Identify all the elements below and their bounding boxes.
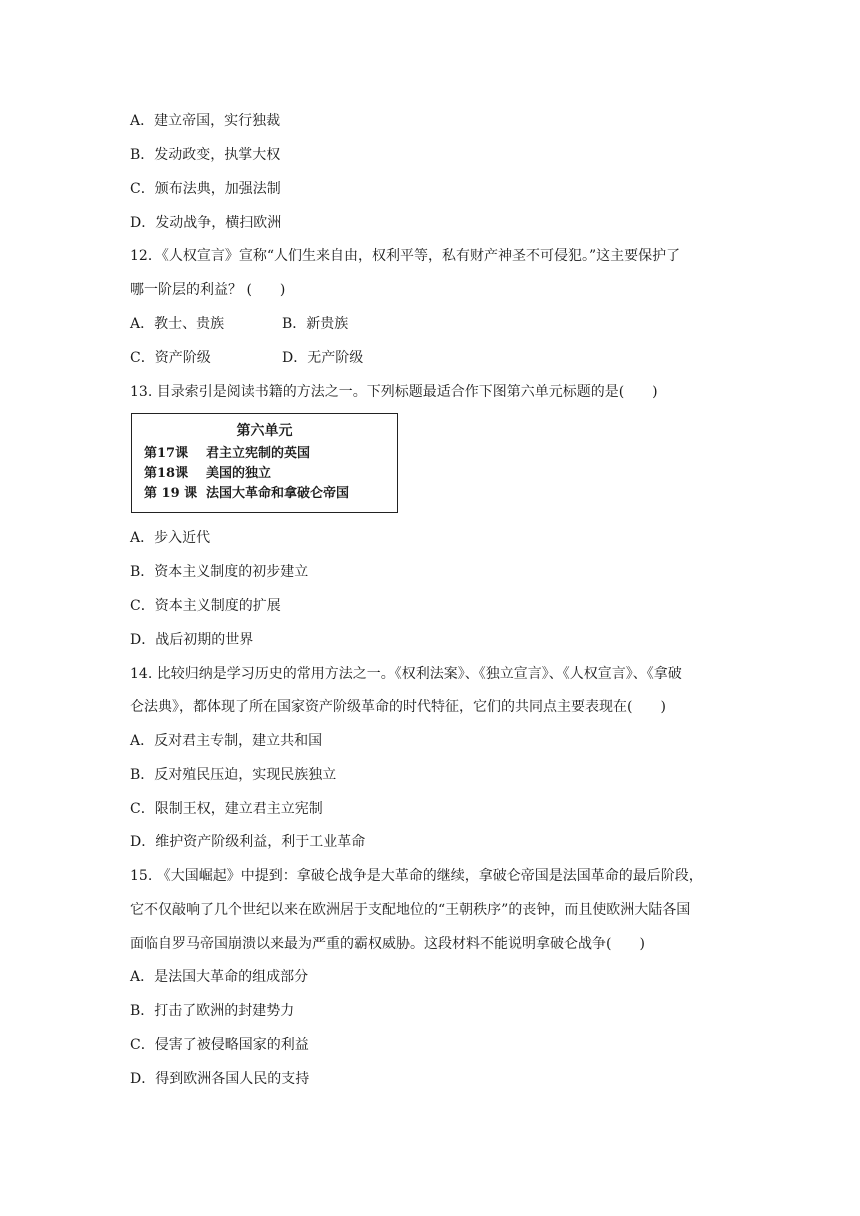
q15-stem-line2: 它不仅敲响了几个世纪以来在欧洲居于支配地位的“王朝秩序”的丧钟，而且使欧洲大陆各国 (130, 902, 691, 918)
q13-option-a: A．步入近代 (130, 530, 211, 546)
table-of-contents-image (131, 413, 398, 513)
q12-option-d: D．无产阶级 (282, 350, 364, 366)
toc-lesson-number: 第 19 课 (144, 486, 198, 501)
q14-option-d: D．维护资产阶级利益，利于工业革命 (130, 834, 366, 850)
toc-row (144, 442, 310, 461)
q15-option-b: B．打击了欧洲的封建势力 (130, 1003, 295, 1019)
q14-stem-line2: 仑法典》，都体现了所在国家资产阶级革命的时代特征，它们的共同点主要表现在( ) (130, 699, 666, 715)
q12-stem-line1: 12．《人权宣言》宣称“人们生来自由，权利平等，私有财产神圣不可侵犯。”这主要保护了 (130, 248, 681, 264)
q11-option-d: D．发动战争，横扫欧洲 (130, 215, 282, 231)
q15-option-d: D．得到欧洲各国人民的支持 (130, 1071, 310, 1087)
q15-stem-line3: 面临自罗马帝国崩溃以来最为严重的霸权威胁。这段材料不能说明拿破仑战争( ) (130, 936, 645, 952)
toc-lesson-title: 君主立宪制的英国 (206, 446, 311, 461)
toc-row (144, 482, 349, 501)
toc-unit-title: 第六单元 (236, 423, 293, 439)
toc-lesson-title: 法国大革命和拿破仑帝国 (206, 486, 350, 501)
q14-stem-line1: 14. 比较归纳是学习历史的常用方法之一。《权利法案》、《独立宣言》、《人权宣言》、《拿破 (130, 666, 682, 682)
q12-option-c: C．资产阶级 (130, 350, 211, 366)
toc-row (144, 462, 271, 481)
q15-option-c: C．侵害了被侵略国家的利益 (130, 1037, 309, 1053)
q14-option-b: B．反对殖民压迫，实现民族独立 (130, 767, 337, 783)
q12-option-b: B．新贵族 (282, 316, 349, 332)
toc-lesson-title: 美国的独立 (206, 466, 272, 481)
q11-option-a: A．建立帝国，实行独裁 (130, 113, 281, 129)
toc-lesson-number: 第17课 (144, 446, 189, 461)
q13-stem: 13. 目录索引是阅读书籍的方法之一。下列标题最适合作下图第六单元标题的是( ) (130, 384, 658, 400)
q13-option-c: C．资本主义制度的扩展 (130, 598, 281, 614)
q11-option-c: C．颁布法典，加强法制 (130, 181, 281, 197)
q14-option-a: A．反对君主专制，建立共和国 (130, 733, 323, 749)
toc-lesson-number: 第18课 (144, 466, 189, 481)
q15-stem-line1: 15. 《大国崛起》中提到：拿破仑战争是大革命的继续，拿破仑帝国是法国革命的最后阶段， (130, 868, 703, 884)
q11-option-b: B．发动政变，执掌大权 (130, 147, 281, 163)
q14-option-c: C．限制王权，建立君主立宪制 (130, 801, 323, 817)
q13-option-b: B．资本主义制度的初步建立 (130, 564, 309, 580)
q13-option-d: D．战后初期的世界 (130, 632, 254, 648)
q12-stem-line2: 哪一阶层的利益？ ( ) (130, 282, 286, 298)
q15-option-a: A．是法国大革命的组成部分 (130, 969, 309, 985)
q12-option-a: A．教士、贵族 (130, 316, 225, 332)
